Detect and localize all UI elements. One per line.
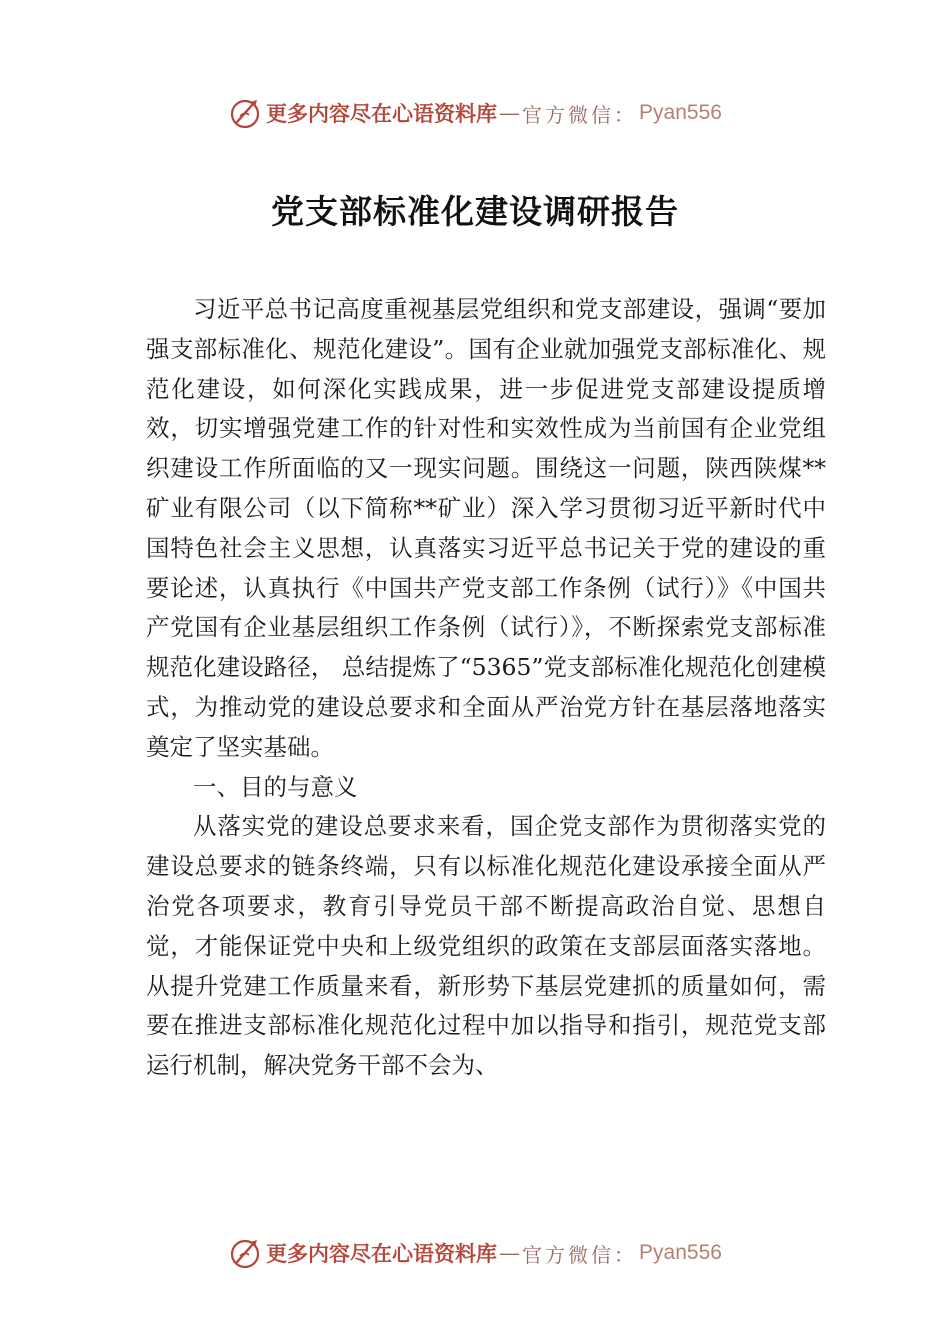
- banner-wechat-label: 官方微信：: [522, 102, 638, 127]
- banner-wechat-id: Pyan556: [639, 1241, 722, 1264]
- paragraph: 习近平总书记高度重视基层党组织和党支部建设，强调“要加强支部标准化、规范化建设”。国有企业就加强党支部标准化、规范化建设，如何深化实践成果，进一步促进党支部建设提质增效，切实增强党建工作的针对性和实效性成为当前国有企业党组织建设工作所面临的又一现实问题。围绕这一问题，陕西陕煤**矿业有限公司（以下简称**矿业）深入学习贯彻习近平新时代中国特色社会主义思想，认真落实习近平总书记关于党的建设的重要论述，认真执行《中国共产党支部工作条例（试行）》《中国共产党国有企业基层组织工作条例（试行）》，不断探索党支部标准规范化建设路径， 总结提炼了“5365”党支部标准化规范化创建模式，为推动党的建设总要求和全面从严治党方针在基层落地落实奠定了坚实基础。: [146, 295, 826, 761]
- document-body: [146, 290, 826, 1086]
- quill-seal-icon: [228, 1236, 262, 1270]
- section-heading: 一、目的与意义: [193, 772, 358, 801]
- banner-dash: —: [499, 101, 521, 125]
- header-banner: [0, 93, 950, 133]
- banner-brand-text: 更多内容尽在心语资料库: [266, 1241, 498, 1266]
- banner-dash: —: [499, 1241, 521, 1265]
- banner-brand-text: 更多内容尽在心语资料库: [266, 101, 498, 126]
- document-title: 党支部标准化建设调研报告: [271, 192, 679, 231]
- paragraph: 从落实党的建设总要求来看，国企党支部作为贯彻落实党的建设总要求的链条终端，只有以标准化规范化建设承接全面从严治党各项要求，教育引导党员干部不断提高政治自觉、思想自觉，才能保证党中央和上级党组织的政策在支部层面落实落地。从提升党建工作质量来看，新形势下基层党建抓的质量如何，需要在推进支部标准化规范化过程中加以指导和指引，规范党支部运行机制，解决党务干部不会为、: [146, 812, 826, 1080]
- banner-wechat-id: Pyan556: [639, 101, 722, 124]
- quill-seal-icon: [228, 96, 262, 130]
- footer-banner: [0, 1233, 950, 1273]
- banner-wechat-label: 官方微信：: [522, 1242, 638, 1267]
